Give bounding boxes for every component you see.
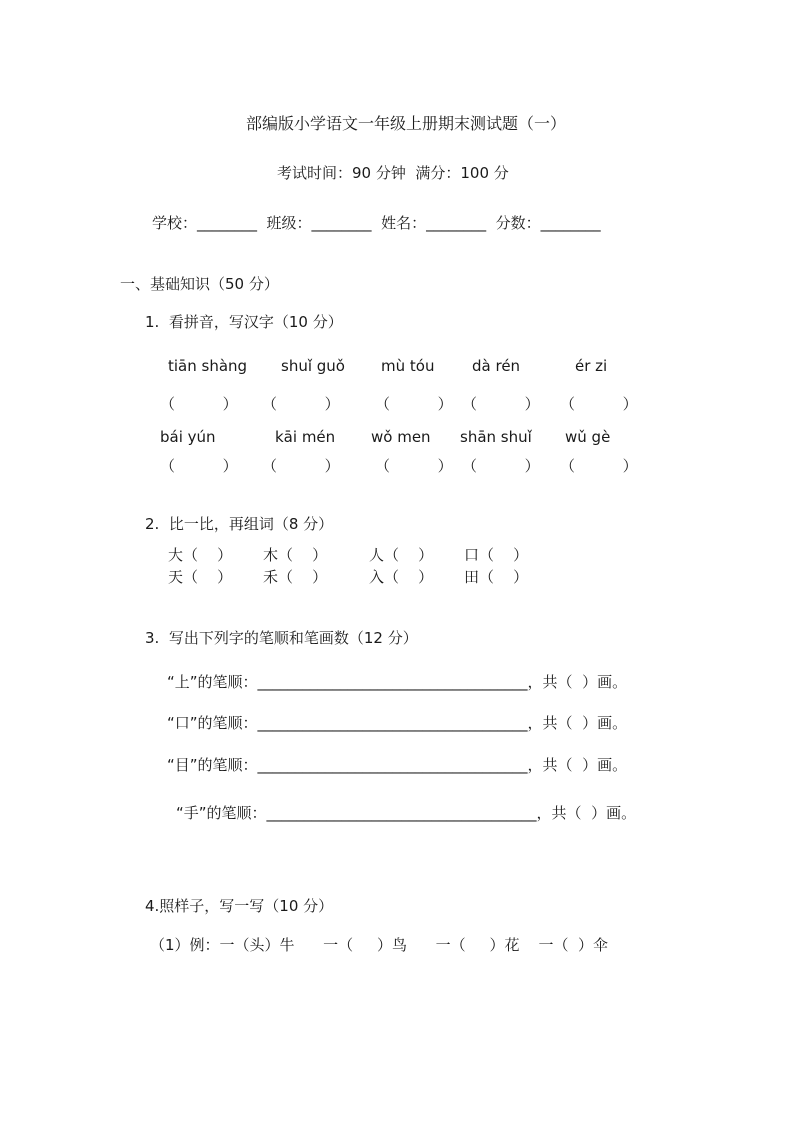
stroke-order-line: “手”的笔顺：____________________________________，共（ ）画。: [176, 804, 637, 822]
answer-blank: （ ）: [375, 457, 453, 475]
example-line: （1）例：一（头）牛 一（ ）鸟 一（ ）花 一（ ）伞: [150, 936, 609, 954]
compare-item: 入（ ）: [369, 568, 434, 586]
answer-blank: （ ）: [160, 395, 238, 413]
compare-item: 大（ ）: [168, 546, 233, 564]
pinyin-item: shuǐ guǒ: [281, 357, 345, 375]
stroke-order-line: “上”的笔顺：____________________________________，共（ ）画。: [167, 673, 628, 691]
pinyin-item: dà rén: [472, 357, 521, 375]
question-3-title: 3. 写出下列字的笔顺和笔画数（12 分）: [145, 629, 418, 647]
answer-blank: （ ）: [375, 395, 453, 413]
pinyin-item: tiān shàng: [168, 357, 248, 375]
pinyin-item: kāi mén: [275, 428, 336, 446]
answer-blank: （ ）: [262, 457, 340, 475]
section-title: 一、基础知识（50 分）: [120, 275, 279, 293]
page-title: 部编版小学语文一年级上册期末测试题（一）: [246, 114, 567, 133]
answer-blank: （ ）: [262, 395, 340, 413]
compare-item: 木（ ）: [263, 546, 328, 564]
pinyin-item: bái yún: [160, 428, 216, 446]
compare-item: 禾（ ）: [263, 568, 328, 586]
stroke-order-line: “目”的笔顺：____________________________________，共（ ）画。: [167, 756, 628, 774]
compare-item: 田（ ）: [464, 568, 529, 586]
pinyin-item: wǒ men: [371, 428, 431, 446]
answer-blank: （ ）: [462, 395, 540, 413]
pinyin-item: ér zi: [575, 357, 608, 375]
student-info-line: 学校：________ 班级：________ 姓名：________ 分数：________: [152, 214, 601, 232]
answer-blank: （ ）: [560, 395, 638, 413]
pinyin-item: wǔ gè: [565, 428, 611, 446]
exam-time-line: 考试时间：90 分钟 满分：100 分: [277, 164, 509, 182]
answer-blank: （ ）: [560, 457, 638, 475]
answer-blank: （ ）: [462, 457, 540, 475]
question-2-title: 2. 比一比，再组词（8 分）: [145, 515, 334, 533]
compare-item: 天（ ）: [168, 568, 233, 586]
question-4-title: 4.照样子，写一写（10 分）: [145, 897, 334, 915]
answer-blank: （ ）: [160, 457, 238, 475]
pinyin-item: mù tóu: [381, 357, 435, 375]
compare-item: 口（ ）: [464, 546, 529, 564]
stroke-order-line: “口”的笔顺：____________________________________，共（ ）画。: [167, 714, 628, 732]
question-1-title: 1. 看拼音，写汉字（10 分）: [145, 313, 343, 331]
pinyin-item: shān shuǐ: [460, 428, 532, 446]
compare-item: 人（ ）: [369, 546, 434, 564]
